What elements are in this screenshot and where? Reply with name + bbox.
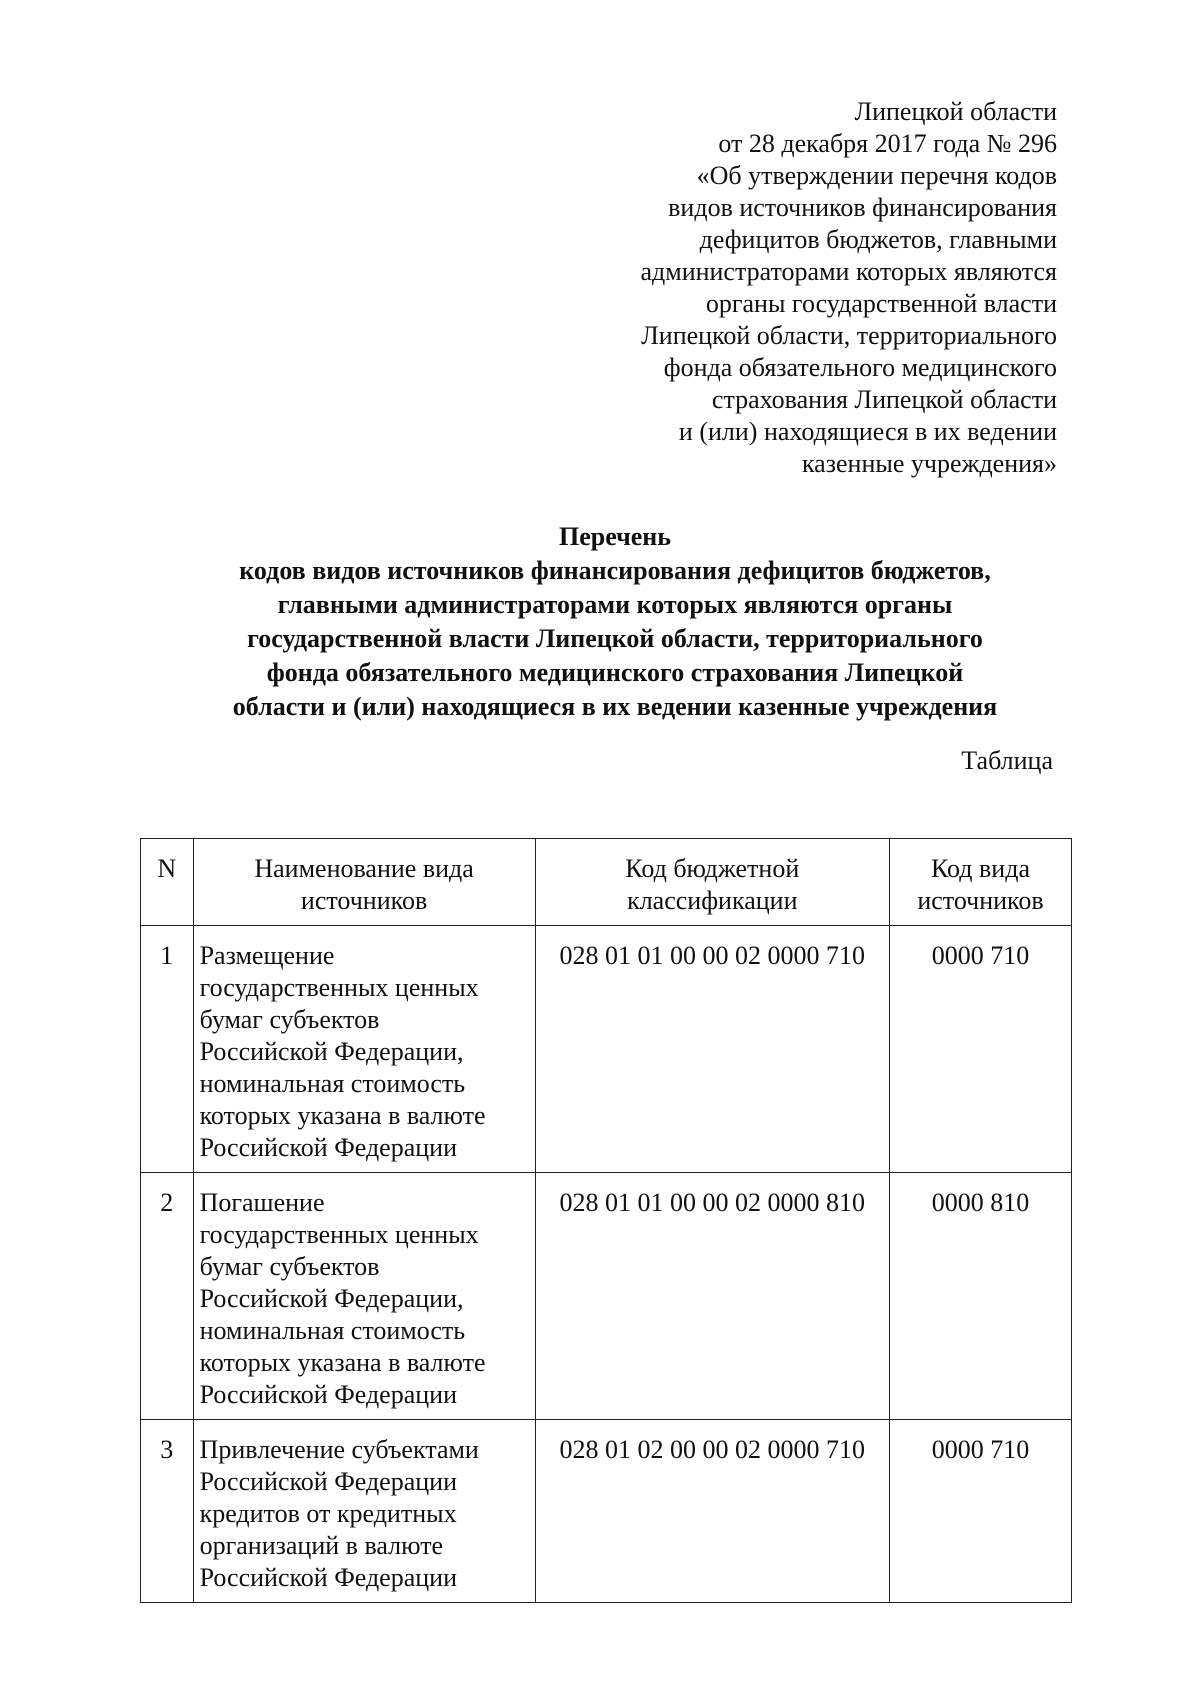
row-name-line: Российской Федерации, xyxy=(199,1284,464,1313)
document-reference-header xyxy=(497,96,1057,480)
header-name-line: Наименование вида xyxy=(254,854,474,883)
header-line: органы государственной власти xyxy=(705,289,1057,318)
row-name-line: государственных ценных xyxy=(199,973,479,1002)
row-code-cell: 028 01 02 00 00 02 0000 710 xyxy=(535,1420,889,1603)
row-name-cell xyxy=(193,926,535,1173)
header-code-line: Код бюджетной xyxy=(625,854,800,883)
header-cell-kind xyxy=(890,839,1072,926)
row-kind-cell: 0000 810 xyxy=(890,1173,1072,1420)
header-name-line: источников xyxy=(300,886,428,915)
row-name-line: бумаг субъектов xyxy=(199,1005,380,1034)
title-line: главными администраторами которых являются органы xyxy=(277,590,953,619)
header-cell-code xyxy=(535,839,889,926)
header-number-label: N xyxy=(157,854,177,883)
table-header-row xyxy=(141,839,1072,926)
row-kind-cell: 0000 710 xyxy=(890,1420,1072,1603)
row-name-line: Привлечение субъектами xyxy=(199,1435,479,1464)
table-caption: Таблица xyxy=(961,746,1053,775)
row-name-line: номинальная стоимость xyxy=(199,1316,466,1345)
row-name-line: кредитов от кредитных xyxy=(199,1499,457,1528)
row-name-line: номинальная стоимость xyxy=(199,1069,466,1098)
row-name-line: Российской Федерации xyxy=(199,1563,458,1592)
header-line: дефицитов бюджетов, главными xyxy=(699,225,1057,254)
header-cell-number xyxy=(141,839,194,926)
header-line: и (или) находящиеся в их ведении xyxy=(678,417,1057,446)
header-line: страхования Липецкой области xyxy=(711,385,1057,414)
header-cell-name xyxy=(193,839,535,926)
row-name-line: Размещение xyxy=(199,941,335,970)
row-number-cell: 2 xyxy=(141,1173,194,1420)
row-code-cell: 028 01 01 00 00 02 0000 710 xyxy=(535,926,889,1173)
row-name-line: Российской Федерации, xyxy=(199,1037,464,1066)
header-line: видов источников финансирования xyxy=(668,193,1057,222)
table-row xyxy=(141,926,1072,1173)
row-name-line: организаций в валюте xyxy=(199,1531,444,1560)
row-name-line: Российской Федерации xyxy=(199,1467,458,1496)
title-line: фонда обязательного медицинского страхования Липецкой xyxy=(266,658,964,687)
row-name-line: которых указана в валюте xyxy=(199,1348,486,1377)
row-number-cell: 1 xyxy=(141,926,194,1173)
header-line: администраторами которых являются xyxy=(640,257,1057,286)
row-name-cell xyxy=(193,1173,535,1420)
row-name-line: государственных ценных xyxy=(199,1220,479,1249)
row-name-line: которых указана в валюте xyxy=(199,1101,486,1130)
header-line: Липецкой области xyxy=(854,97,1057,126)
title-line: кодов видов источников финансирования дефицитов бюджетов, xyxy=(239,556,991,585)
header-kind-line: источников xyxy=(917,886,1044,915)
row-name-line: Погашение xyxy=(199,1188,325,1217)
header-kind-line: Код вида xyxy=(931,854,1030,883)
title-line: государственной власти Липецкой области, территориального xyxy=(247,624,983,653)
table-row xyxy=(141,1173,1072,1420)
header-code-line: классификации xyxy=(627,886,798,915)
row-kind-cell: 0000 710 xyxy=(890,926,1072,1173)
document-title xyxy=(150,520,1080,724)
sources-codes-table xyxy=(140,838,1072,1603)
row-name-line: Российской Федерации xyxy=(199,1380,458,1409)
row-code-cell: 028 01 01 00 00 02 0000 810 xyxy=(535,1173,889,1420)
header-line: казенные учреждения» xyxy=(801,449,1057,478)
table-row xyxy=(141,1420,1072,1603)
row-name-cell xyxy=(193,1420,535,1603)
row-number-cell: 3 xyxy=(141,1420,194,1603)
title-line: Перечень xyxy=(558,522,672,551)
header-line: от 28 декабря 2017 года № 296 xyxy=(718,129,1057,158)
row-name-line: бумаг субъектов xyxy=(199,1252,380,1281)
header-line: Липецкой области, территориального xyxy=(641,321,1057,350)
row-name-line: Российской Федерации xyxy=(199,1133,458,1162)
title-line: области и (или) находящиеся в их ведении казенные учреждения xyxy=(232,692,998,721)
header-line: фонда обязательного медицинского xyxy=(663,353,1057,382)
header-line: «Об утверждении перечня кодов xyxy=(696,161,1057,190)
